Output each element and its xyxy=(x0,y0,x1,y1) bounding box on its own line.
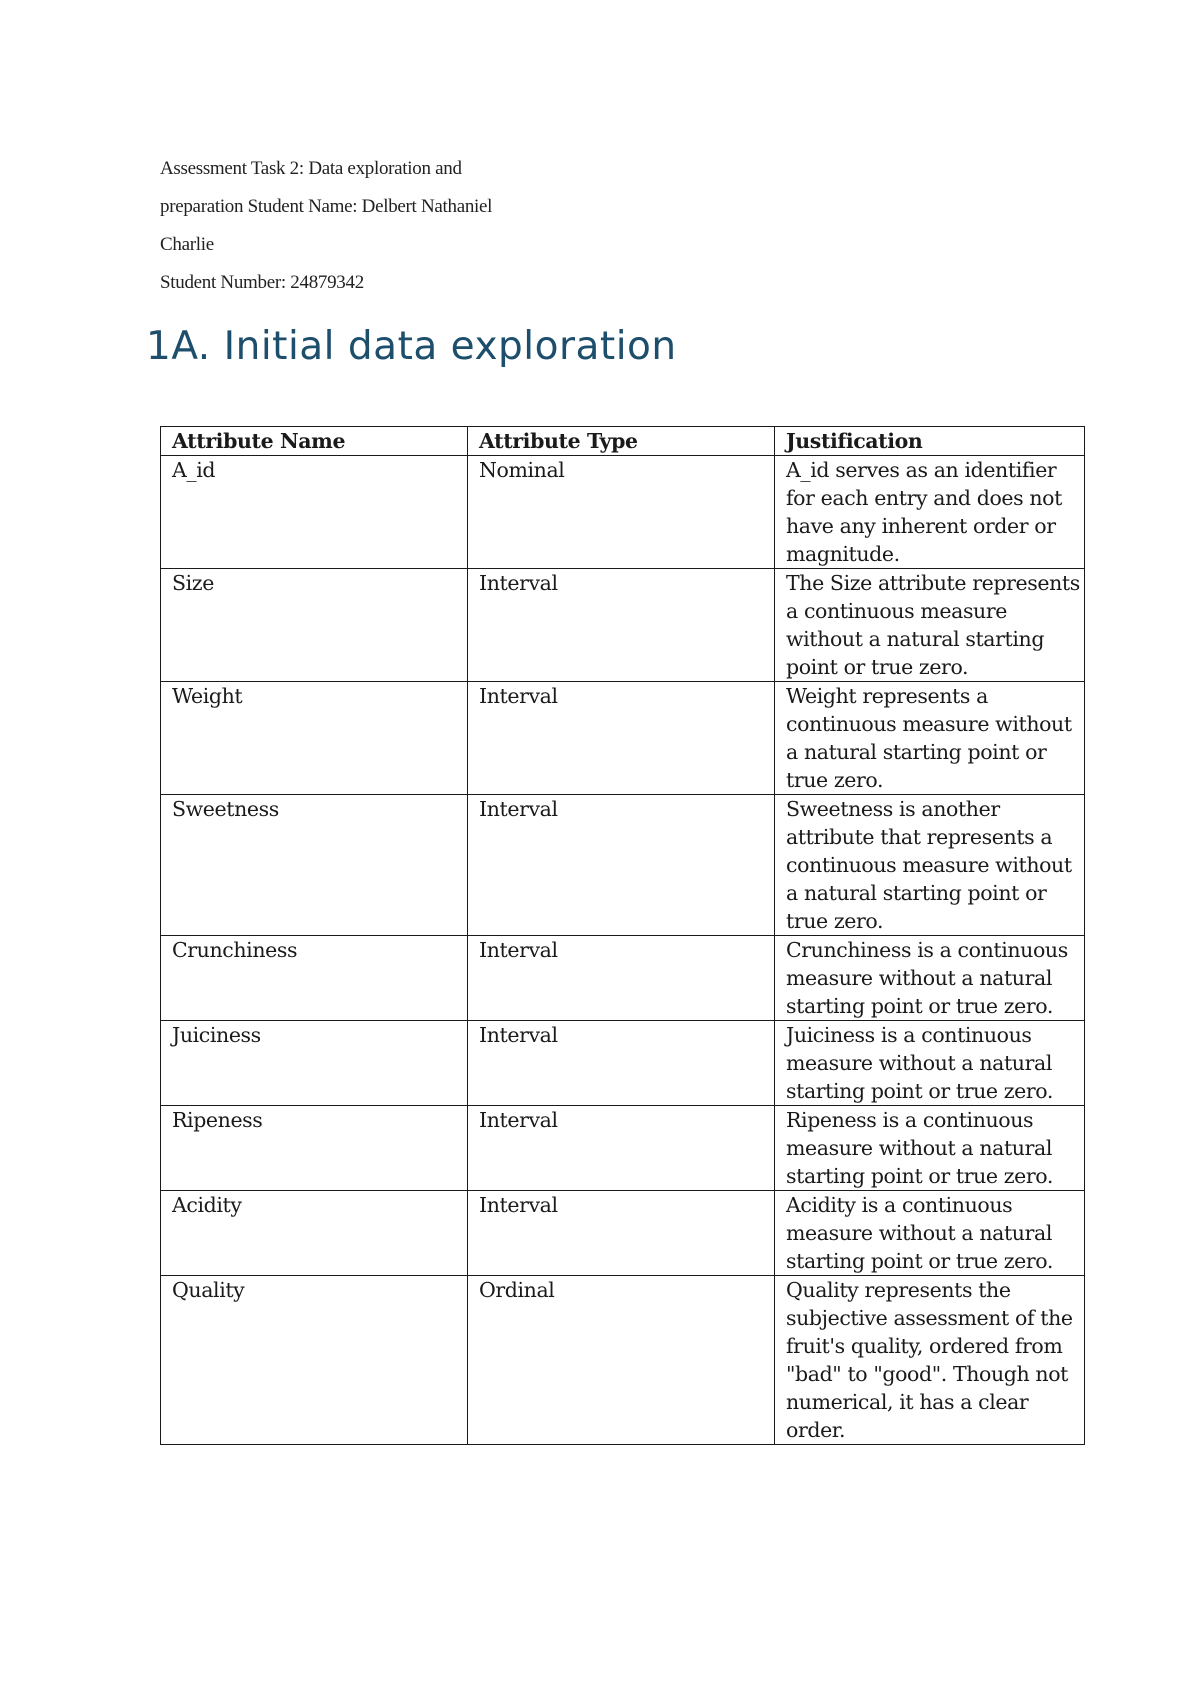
table-row xyxy=(161,569,1085,682)
attribute-name-cell: Crunchiness xyxy=(161,936,468,1021)
attribute-name-cell: Ripeness xyxy=(161,1106,468,1191)
justification-cell: Crunchiness is a continuous measure without a natural starting point or true zero. xyxy=(775,936,1085,1021)
header-line: preparation Student Name: Delbert Nathaniel xyxy=(160,196,493,217)
justification-cell: Acidity is a continuous measure without a natural starting point or true zero. xyxy=(775,1191,1085,1276)
table-row xyxy=(161,936,1085,1021)
justification-cell: Juiciness is a continuous measure without a natural starting point or true zero. xyxy=(775,1021,1085,1106)
table-header-row xyxy=(161,427,1085,456)
justification-cell: Ripeness is a continuous measure without a natural starting point or true zero. xyxy=(775,1106,1085,1191)
attribute-type-cell: Interval xyxy=(468,1021,775,1106)
attribute-type-cell: Interval xyxy=(468,1191,775,1276)
attribute-name-cell: Quality xyxy=(161,1276,468,1445)
attribute-type-cell: Interval xyxy=(468,936,775,1021)
attribute-name-cell: Sweetness xyxy=(161,795,468,936)
table-row xyxy=(161,682,1085,795)
justification-cell: Quality represents the subjective assessment of the fruit's quality, ordered from "bad" to "good". Though not numerical, it has a clear order. xyxy=(775,1276,1085,1445)
header-line: Charlie xyxy=(160,234,214,255)
justification-cell: A_id serves as an identifier for each entry and does not have any inherent order or magnitude. xyxy=(775,456,1085,569)
column-header-attribute-type: Attribute Type xyxy=(468,427,775,456)
attribute-type-cell: Interval xyxy=(468,569,775,682)
justification-cell: The Size attribute represents a continuous measure without a natural starting point or true zero. xyxy=(775,569,1085,682)
header-line: Student Number: 24879342 xyxy=(160,272,364,293)
attribute-name-cell: Juiciness xyxy=(161,1021,468,1106)
attribute-name-cell: Size xyxy=(161,569,468,682)
table-row xyxy=(161,1021,1085,1106)
table-row xyxy=(161,1191,1085,1276)
table-row xyxy=(161,456,1085,569)
header-line: Assessment Task 2: Data exploration and xyxy=(160,158,462,179)
justification-cell: Sweetness is another attribute that represents a continuous measure without a natural starting point or true zero. xyxy=(775,795,1085,936)
attribute-type-cell: Ordinal xyxy=(468,1276,775,1445)
document-header xyxy=(160,150,492,302)
table-row xyxy=(161,1106,1085,1191)
attribute-type-cell: Interval xyxy=(468,1106,775,1191)
column-header-justification: Justification xyxy=(775,427,1085,456)
justification-cell: Weight represents a continuous measure without a natural starting point or true zero. xyxy=(775,682,1085,795)
column-header-attribute-name: Attribute Name xyxy=(161,427,468,456)
table-row xyxy=(161,1276,1085,1445)
attribute-type-cell: Interval xyxy=(468,682,775,795)
attribute-table xyxy=(160,426,1085,1445)
table-row xyxy=(161,795,1085,936)
attribute-name-cell: Weight xyxy=(161,682,468,795)
attribute-type-cell: Nominal xyxy=(468,456,775,569)
attribute-name-cell: Acidity xyxy=(161,1191,468,1276)
section-heading: 1A. Initial data exploration xyxy=(146,324,677,369)
attribute-name-cell: A_id xyxy=(161,456,468,569)
attribute-type-cell: Interval xyxy=(468,795,775,936)
